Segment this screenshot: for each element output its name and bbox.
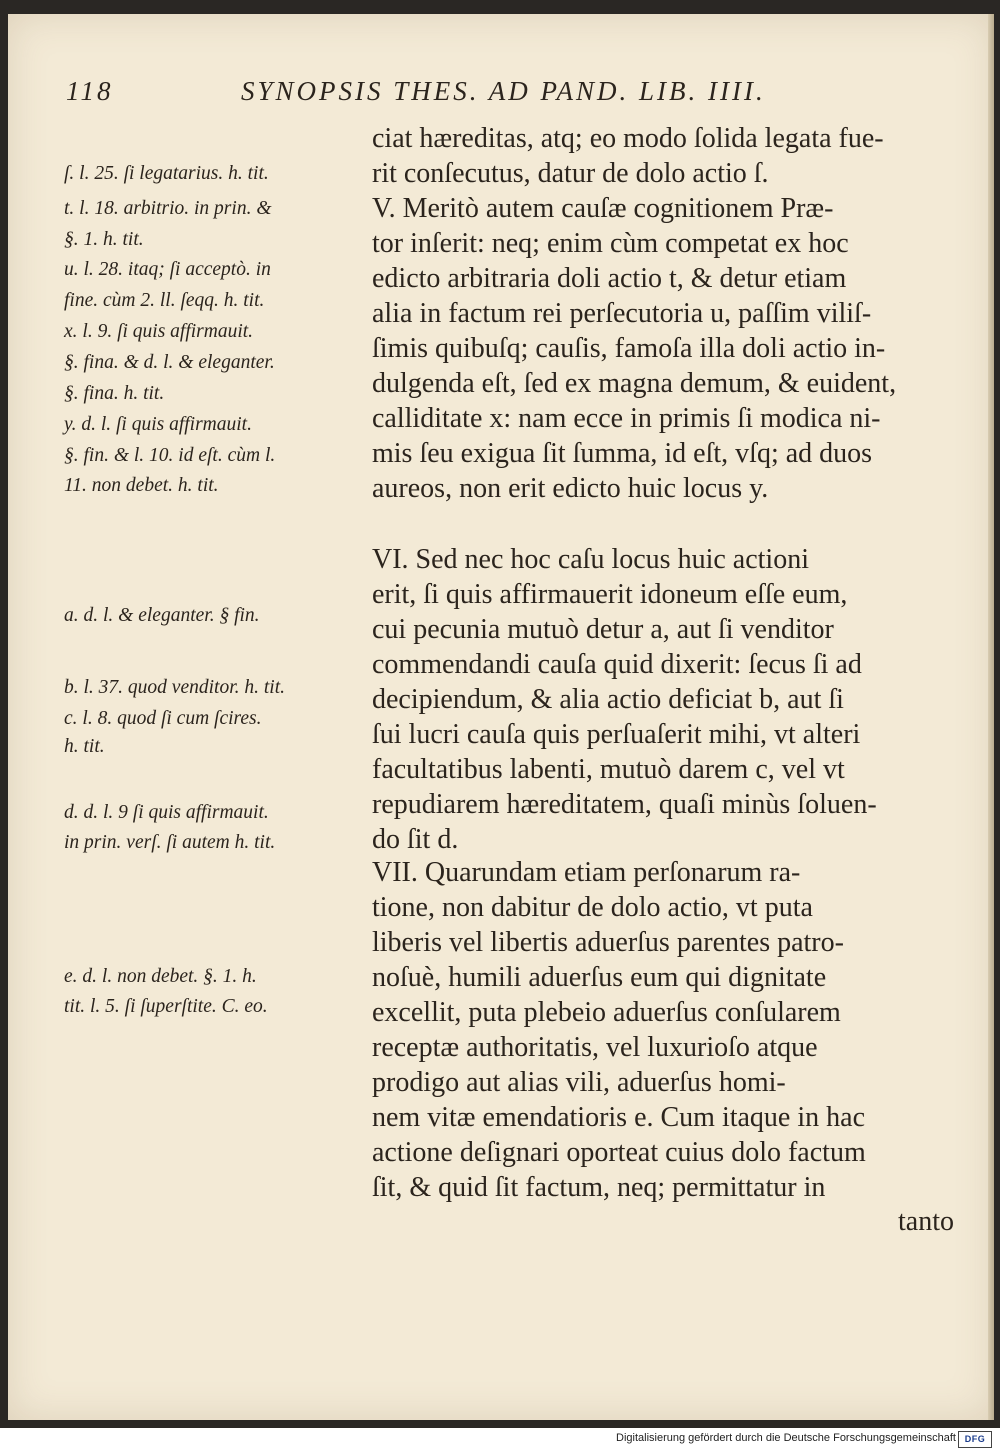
digitization-credit: Digitalisierung gefördert durch die Deutsche Forschungsgemeinschaft <box>616 1432 956 1444</box>
margin-note: §. fin. & l. 10. id eſt. cùm l. <box>64 445 276 466</box>
text-line: nem vitæ emendatioris e. Cum itaque in hac <box>372 1102 865 1133</box>
text-line: ſit, & quid ſit factum, neq; permittatur in <box>372 1172 826 1203</box>
running-title: SYNOPSIS THES. AD PAND. LIB. IIII. <box>241 76 766 106</box>
margin-note: t. l. 18. arbitrio. in prin. & <box>64 198 272 219</box>
margin-note: x. l. 9. ſi quis affirmauit. <box>64 321 254 342</box>
text-line: excellit, puta plebeio aduerſus conſularem <box>372 997 841 1028</box>
page-number: 118 <box>66 76 114 106</box>
text-line: do ſit d. <box>372 824 459 855</box>
text-line: dulgenda eſt, ſed ex magna demum, & euident, <box>372 368 897 399</box>
margin-note: y. d. l. ſi quis affirmauit. <box>64 414 252 435</box>
text-line: calliditate x: nam ecce in primis ſi modica ni- <box>372 403 881 434</box>
margin-note: b. l. 37. quod venditor. h. tit. <box>64 677 285 698</box>
text-line: commendandi cauſa quid dixerit: ſecus ſi ad <box>372 649 862 680</box>
text-line: receptæ authoritatis, vel luxurioſo atque <box>372 1032 818 1063</box>
margin-note: a. d. l. & eleganter. § fin. <box>64 605 260 626</box>
text-line: facultatibus labenti, mutuò darem c, vel vt <box>372 754 845 785</box>
text-line: actione deſignari oporteat cuius dolo factum <box>372 1137 866 1168</box>
margin-note: tit. l. 5. ſi ſuperſtite. C. eo. <box>64 996 268 1017</box>
page-edge <box>988 14 994 1420</box>
margin-note: e. d. l. non debet. §. 1. h. <box>64 966 257 987</box>
text-line: rit conſecutus, datur de dolo actio ſ. <box>372 158 769 189</box>
catchword: tanto <box>898 1206 954 1237</box>
text-line: tor inſerit: neq; enim cùm competat ex hoc <box>372 228 849 259</box>
margin-notes <box>64 14 374 1314</box>
text-line: alia in factum rei perſecutoria u, paſſim viliſ- <box>372 298 872 329</box>
text-line: ſimis quibuſq; cauſis, famoſa illa doli actio in- <box>372 333 886 364</box>
margin-note: §. fina. h. tit. <box>64 383 165 404</box>
text-line: mis ſeu exigua ſit ſumma, id eſt, vſq; ad duos <box>372 438 873 469</box>
margin-note: h. tit. <box>64 736 105 757</box>
footer-bar <box>0 1428 1000 1449</box>
margin-note: d. d. l. 9 ſi quis affirmauit. <box>64 802 269 823</box>
text-line: ſui lucri cauſa quis perſuaſerit mihi, vt alteri <box>372 719 861 750</box>
text-line: noſuè, humili aduerſus eum qui dignitate <box>372 962 827 993</box>
text-line: prodigo aut alias vili, aduerſus homi- <box>372 1067 786 1098</box>
text-line: ciat hæreditas, atq; eo modo ſolida legata fue- <box>372 123 884 154</box>
margin-note: §. 1. h. tit. <box>64 229 144 250</box>
margin-note: in prin. verſ. ſi autem h. tit. <box>64 832 276 853</box>
margin-note: ſ. l. 25. ſi legatarius. h. tit. <box>64 163 269 184</box>
text-line: decipiendum, & alia actio deficiat b, aut ſi <box>372 684 844 715</box>
text-line: aureos, non erit edicto huic locus y. <box>372 473 769 504</box>
text-line: VII. Quarundam etiam perſonarum ra- <box>372 857 801 888</box>
text-line: cui pecunia mutuò detur a, aut ſi venditor <box>372 614 834 645</box>
text-line: repudiarem hæreditatem, quaſi minùs ſoluen- <box>372 789 877 820</box>
body-text <box>372 14 982 1314</box>
text-line: liberis vel libertis aduerſus parentes patro- <box>372 927 844 958</box>
dfg-logo-icon: DFG <box>958 1431 992 1448</box>
book-page <box>8 14 994 1420</box>
text-line: tione, non dabitur de dolo actio, vt puta <box>372 892 813 923</box>
margin-note: u. l. 28. itaq; ſi acceptò. in <box>64 259 271 280</box>
margin-note: fine. cùm 2. ll. ſeqq. h. tit. <box>64 290 265 311</box>
margin-note: c. l. 8. quod ſi cum ſcires. <box>64 708 262 729</box>
margin-note: 11. non debet. h. tit. <box>64 475 219 496</box>
text-line: edicto arbitraria doli actio t, & detur etiam <box>372 263 847 294</box>
margin-note: §. fina. & d. l. & eleganter. <box>64 352 275 373</box>
text-line: VI. Sed nec hoc caſu locus huic actioni <box>372 544 809 575</box>
text-line: V. Meritò autem cauſæ cognitionem Præ- <box>372 193 834 224</box>
text-line: erit, ſi quis affirmauerit idoneum eſſe eum, <box>372 579 848 610</box>
